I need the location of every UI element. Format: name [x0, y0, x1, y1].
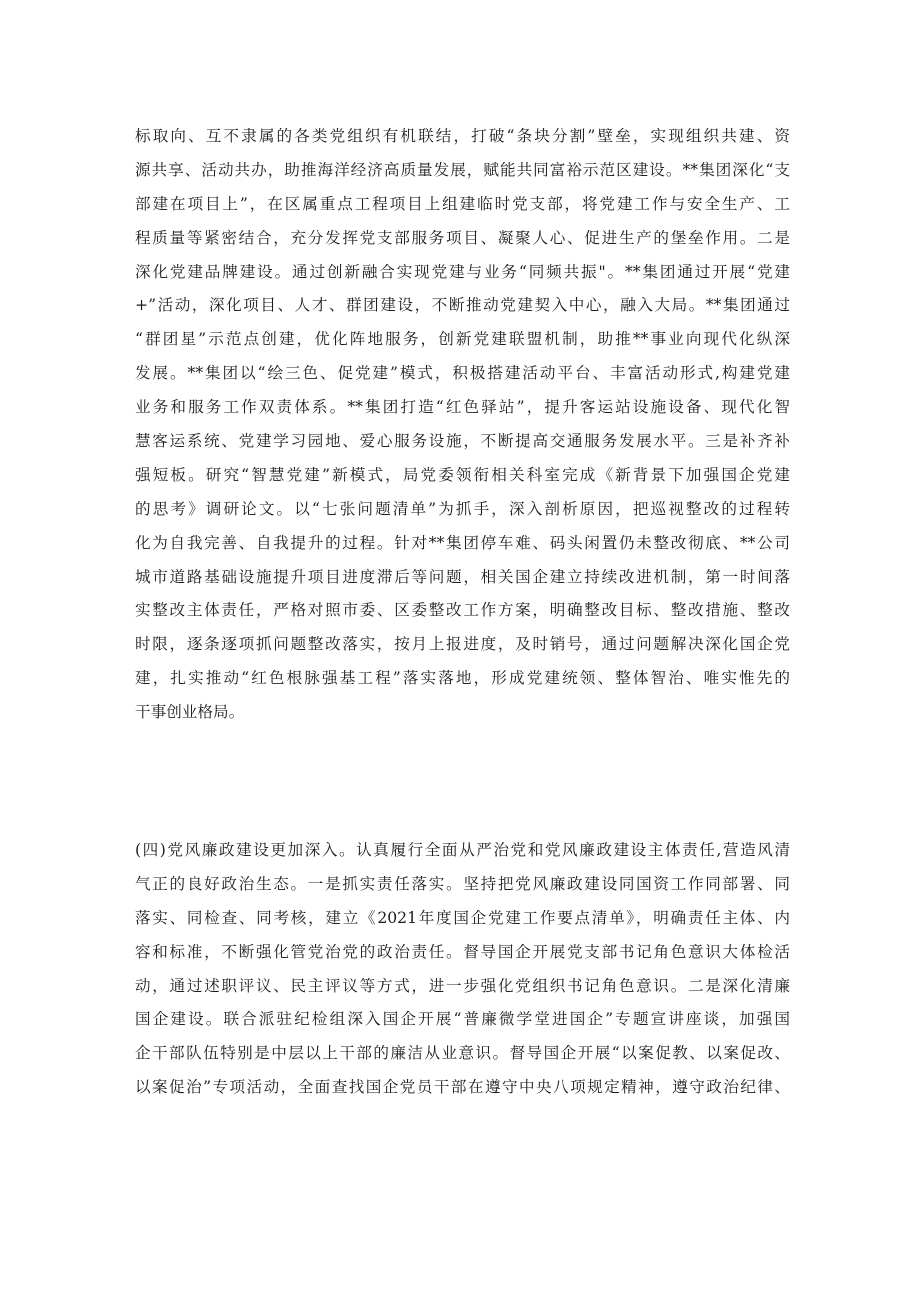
text-line: 的思考》调研论文。以“七张问题清单”为抓手，深入剖析原因，把巡视整改的过程转	[135, 499, 790, 518]
text-line: 企干部队伍特别是中层以上干部的廉洁从业意识。督导国企开展“以案促教、以案促改、	[135, 1044, 790, 1063]
text-line: 以案促治”专项活动，全面查找国企党员干部在遵守中央八项规定精神，遵守政治纪律、	[135, 1078, 790, 1097]
text-line: 城市道路基础设施提升项目进度滞后等问题，相关国企建立持续改进机制，第一时间落	[135, 567, 790, 586]
text-line: (四)党风廉政建设更加深入。认真履行全面从严治党和党风廉政建设主体责任,营造风清	[135, 841, 790, 859]
paragraph-clean-governance	[135, 834, 790, 1105]
paragraph-party-building	[135, 120, 790, 730]
text-line: 化为自我完善、自我提升的过程。针对**集团停车难、码头闲置仍未整改彻底、**公司	[135, 533, 790, 552]
text-line: 深化党建品牌建设。通过创新融合实现党建与业务“同频共振"。**集团通过开展“党建	[135, 262, 790, 281]
text-line: 业务和服务工作双责体系。**集团打造“红色驿站”，提升客运站设施设备、现代化智	[135, 398, 790, 417]
text-line: 发展。**集团以“绘三色、促党建”模式，积极搭建活动平台、丰富活动形式,构建党建	[135, 364, 790, 383]
text-line: 动，通过述职评议、民主评议等方式，进一步强化党组织书记角色意识。二是深化清廉	[135, 976, 790, 995]
text-line: 建，扎实推动“红色根脉强基工程”落实落地，形成党建统领、整体智治、唯实惟先的	[135, 669, 790, 688]
text-line: 容和标准，不断强化管党治党的政治责任。督导国企开展党支部书记角色意识大体检活	[135, 942, 790, 961]
text-line: 干事创业格局。	[135, 703, 245, 722]
text-line: 标取向、互不隶属的各类党组织有机联结，打破“条块分割”壁垒，实现组织共建、资	[135, 127, 790, 145]
text-line: 源共享、活动共办，助推海洋经济高质量发展，赋能共同富裕示范区建设。**集团深化“支	[135, 160, 790, 179]
text-line: 实整改主体责任，严格对照市委、区委整改工作方案，明确整改目标、整改措施、整改	[135, 601, 790, 620]
text-line: +”活动，深化项目、人才、群团建设，不断推动党建契入中心，融入大局。**集团通过	[135, 296, 790, 315]
text-line: 程质量等紧密结合，充分发挥党支部服务项目、凝聚人心、促进生产的堡垒作用。二是	[135, 228, 790, 247]
text-line: 强短板。研究“智慧党建”新模式，局党委领衔相关科室完成《新背景下加强国企党建	[135, 465, 790, 484]
text-line: 国企建设。联合派驻纪检组深入国企开展“普廉微学堂进国企”专题宣讲座谈，加强国	[135, 1010, 790, 1029]
text-line: “群团星”示范点创建，优化阵地服务，创新党建联盟机制，助推**事业向现代化纵深	[135, 330, 790, 349]
text-line: 落实、同检查、同考核，建立《2021年度国企党建工作要点清单》，明确责任主体、内	[135, 908, 790, 927]
text-line: 部建在项目上”，在区属重点工程项目上组建临时党支部，将党建工作与安全生产、工	[135, 194, 790, 213]
text-line: 时限，逐条逐项抓问题整改落实，按月上报进度，及时销号，通过问题解决深化国企党	[135, 635, 790, 654]
text-line: 慧客运系统、党建学习园地、爱心服务设施，不断提高交通服务发展水平。三是补齐补	[135, 432, 790, 451]
text-line: 气正的良好政治生态。一是抓实责任落实。坚持把党风廉政建设同国资工作同部署、同	[135, 874, 790, 893]
